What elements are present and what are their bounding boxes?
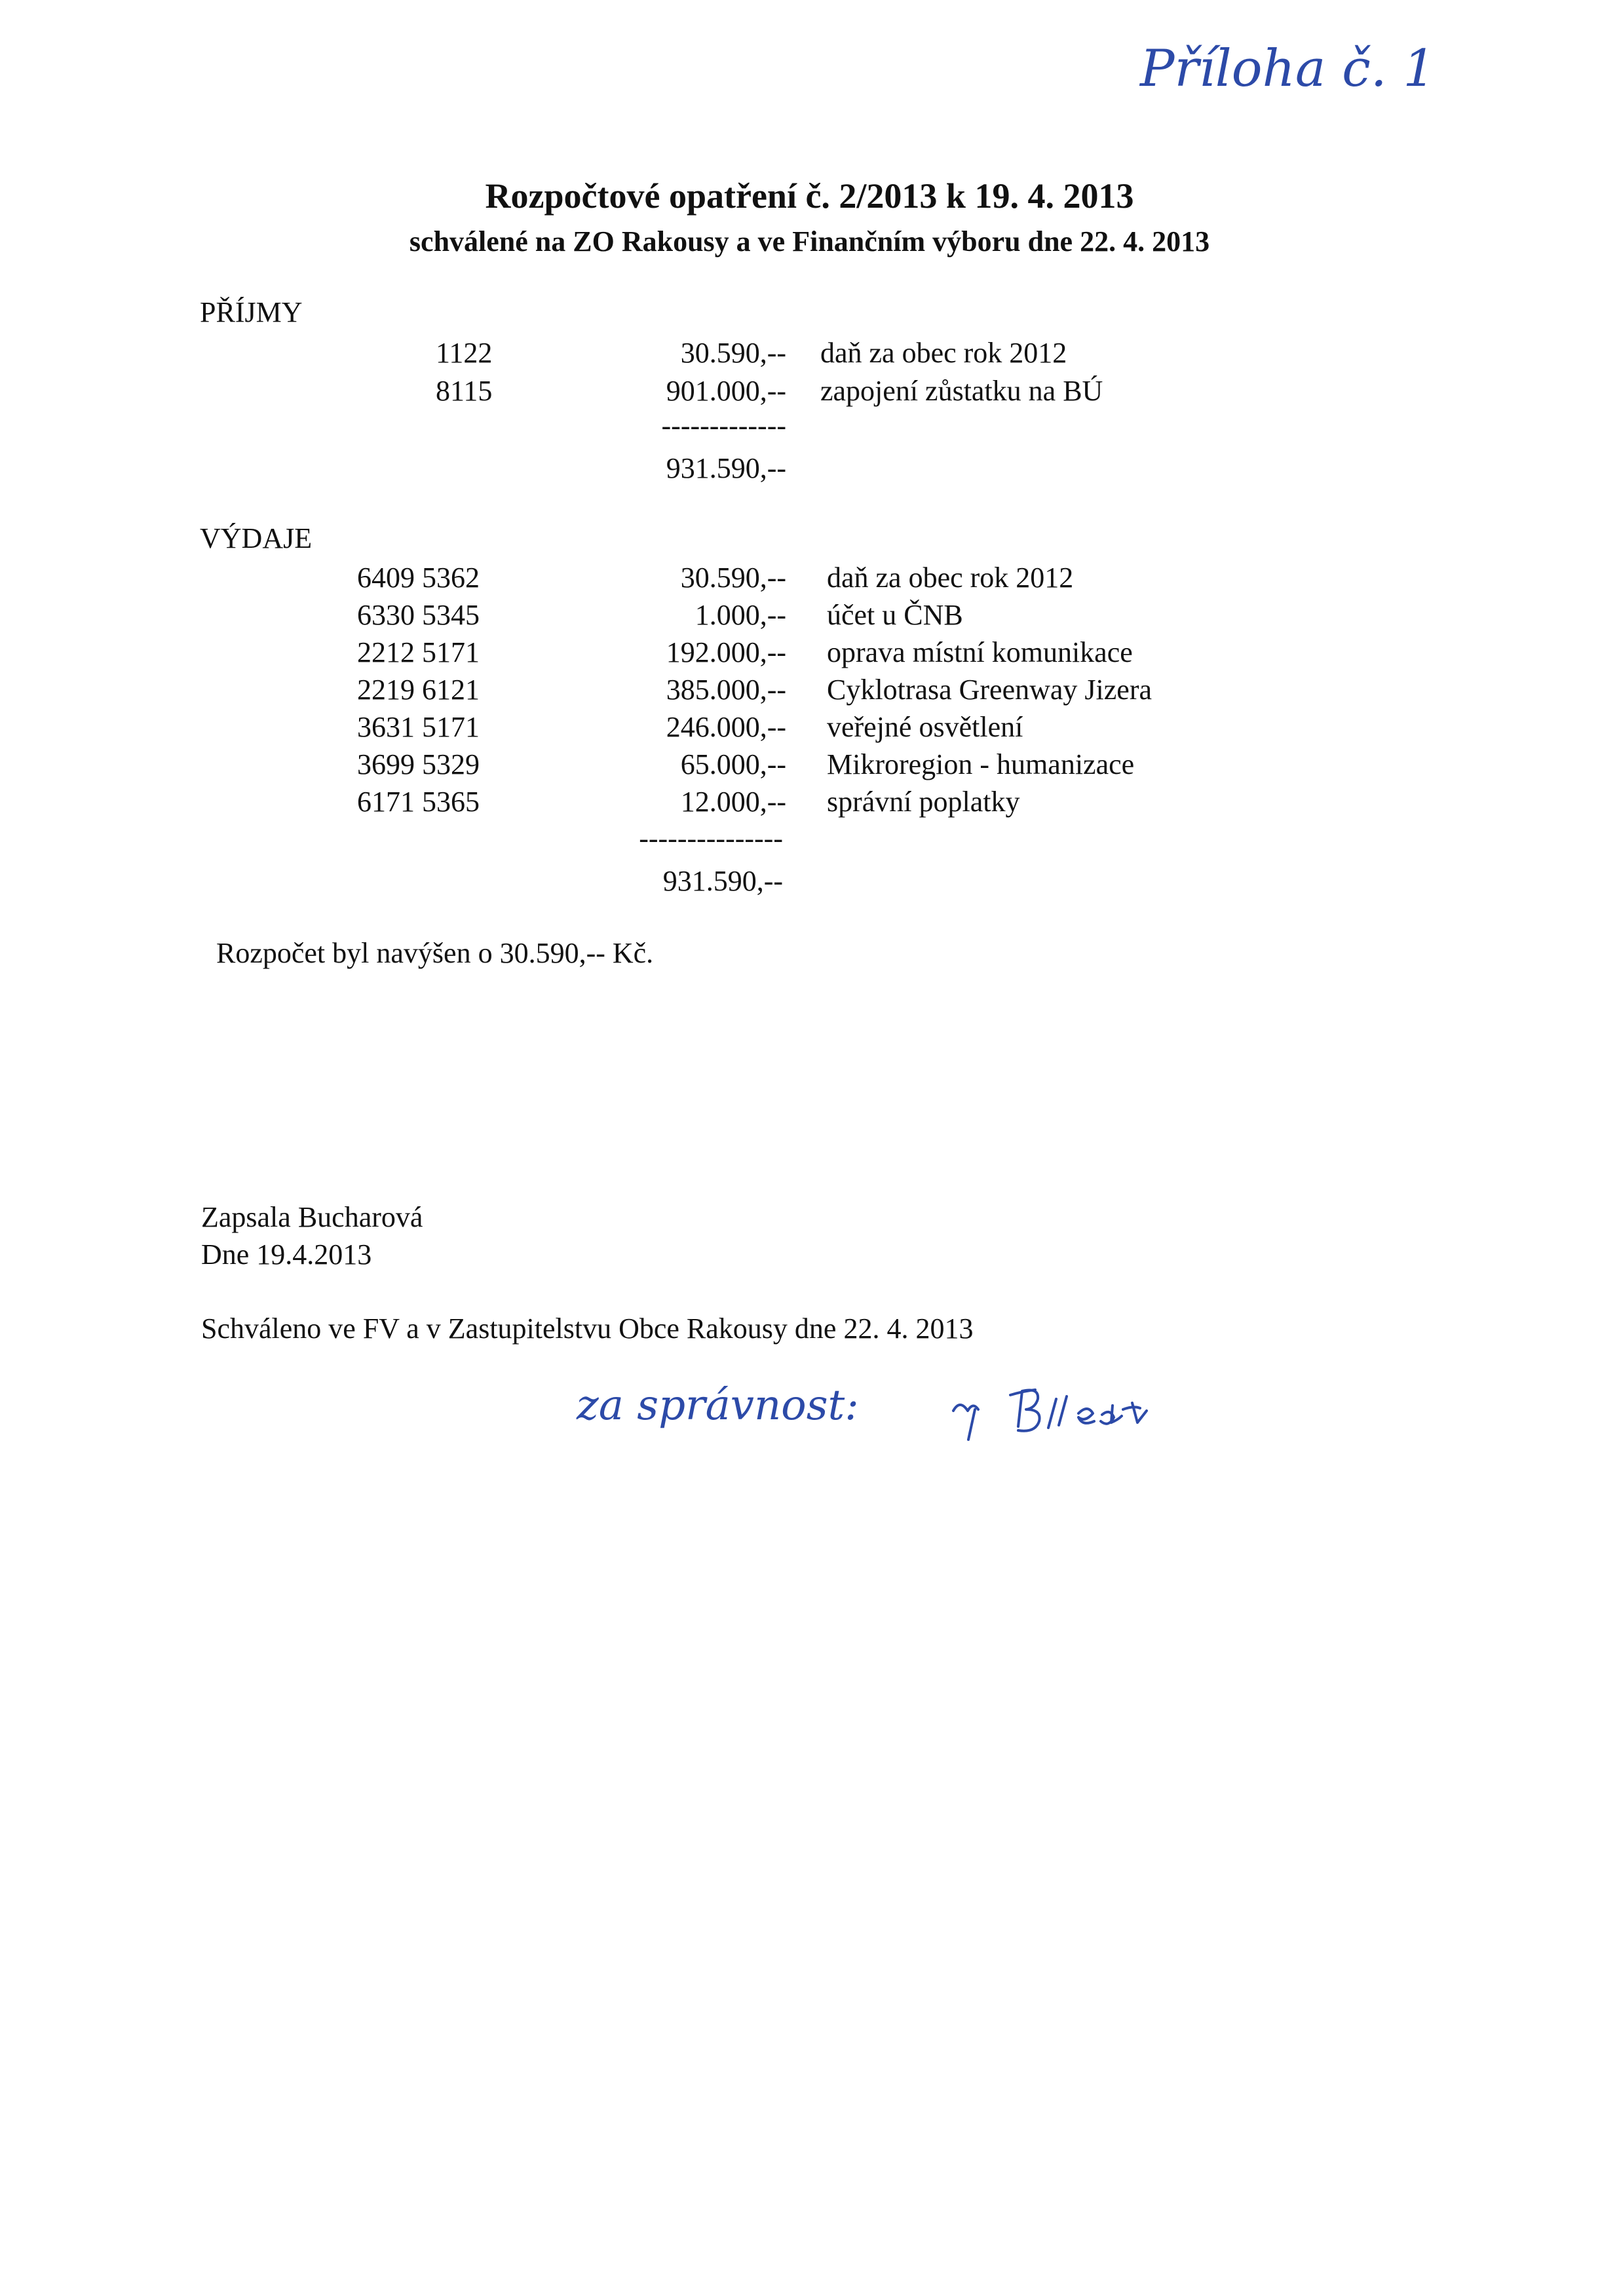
annex-handwritten-label: Příloha č. 1 bbox=[1140, 39, 1436, 98]
expense-code: 6330 5345 bbox=[357, 599, 480, 631]
expense-code: 6171 5365 bbox=[357, 786, 480, 818]
budget-increase-note: Rozpočet byl navýšen o 30.590,-- Kč. bbox=[216, 937, 654, 969]
expense-desc: účet u ČNB bbox=[827, 599, 963, 631]
expense-desc: oprava místní komunikace bbox=[827, 636, 1133, 668]
approval-statement: Schváleno ve FV a v Zastupitelstvu Obce Rakousy dne 22. 4. 2013 bbox=[201, 1312, 974, 1345]
expense-desc: správní poplatky bbox=[827, 786, 1020, 818]
expense-code: 3631 5171 bbox=[357, 711, 480, 743]
expense-code: 6409 5362 bbox=[357, 562, 480, 594]
income-separator: ------------- bbox=[661, 410, 786, 442]
expense-desc: Cyklotrasa Greenway Jizera bbox=[827, 674, 1152, 706]
expense-amount: 30.590,-- bbox=[680, 562, 786, 594]
expense-amount: 192.000,-- bbox=[666, 636, 786, 668]
expense-amount: 246.000,-- bbox=[666, 711, 786, 743]
record-date: Dne 19.4.2013 bbox=[201, 1238, 372, 1271]
expense-desc: veřejné osvětlení bbox=[827, 711, 1023, 743]
income-desc: zapojení zůstatku na BÚ bbox=[820, 375, 1103, 407]
expense-amount: 1.000,-- bbox=[695, 599, 786, 631]
expense-amount: 65.000,-- bbox=[680, 748, 786, 780]
income-amount: 30.590,-- bbox=[680, 337, 786, 369]
page-subtitle: schválené na ZO Rakousy a ve Finančním výboru dne 22. 4. 2013 bbox=[409, 225, 1210, 258]
expense-desc: daň za obec rok 2012 bbox=[827, 562, 1074, 594]
recorded-by: Zapsala Bucharová bbox=[201, 1201, 423, 1233]
expense-code: 3699 5329 bbox=[357, 748, 480, 780]
expense-desc: Mikroregion - humanizace bbox=[827, 748, 1135, 780]
income-amount: 901.000,-- bbox=[666, 375, 786, 407]
expenses-separator: --------------- bbox=[639, 822, 783, 854]
income-code: 1122 bbox=[436, 337, 493, 369]
income-code: 8115 bbox=[436, 375, 493, 407]
expense-code: 2219 6121 bbox=[357, 674, 480, 706]
signature-image bbox=[950, 1379, 1238, 1451]
expense-amount: 385.000,-- bbox=[666, 674, 786, 706]
expenses-total: 931.590,-- bbox=[662, 865, 783, 897]
expenses-heading: VÝDAJE bbox=[200, 522, 313, 554]
income-heading: PŘÍJMY bbox=[200, 296, 303, 328]
expense-amount: 12.000,-- bbox=[680, 786, 786, 818]
income-desc: daň za obec rok 2012 bbox=[820, 337, 1067, 369]
income-total: 931.590,-- bbox=[666, 452, 786, 484]
correctness-handwritten-note: za správnost: bbox=[577, 1381, 859, 1430]
page-title: Rozpočtové opatření č. 2/2013 k 19. 4. 2013 bbox=[485, 176, 1134, 216]
expense-code: 2212 5171 bbox=[357, 636, 480, 668]
